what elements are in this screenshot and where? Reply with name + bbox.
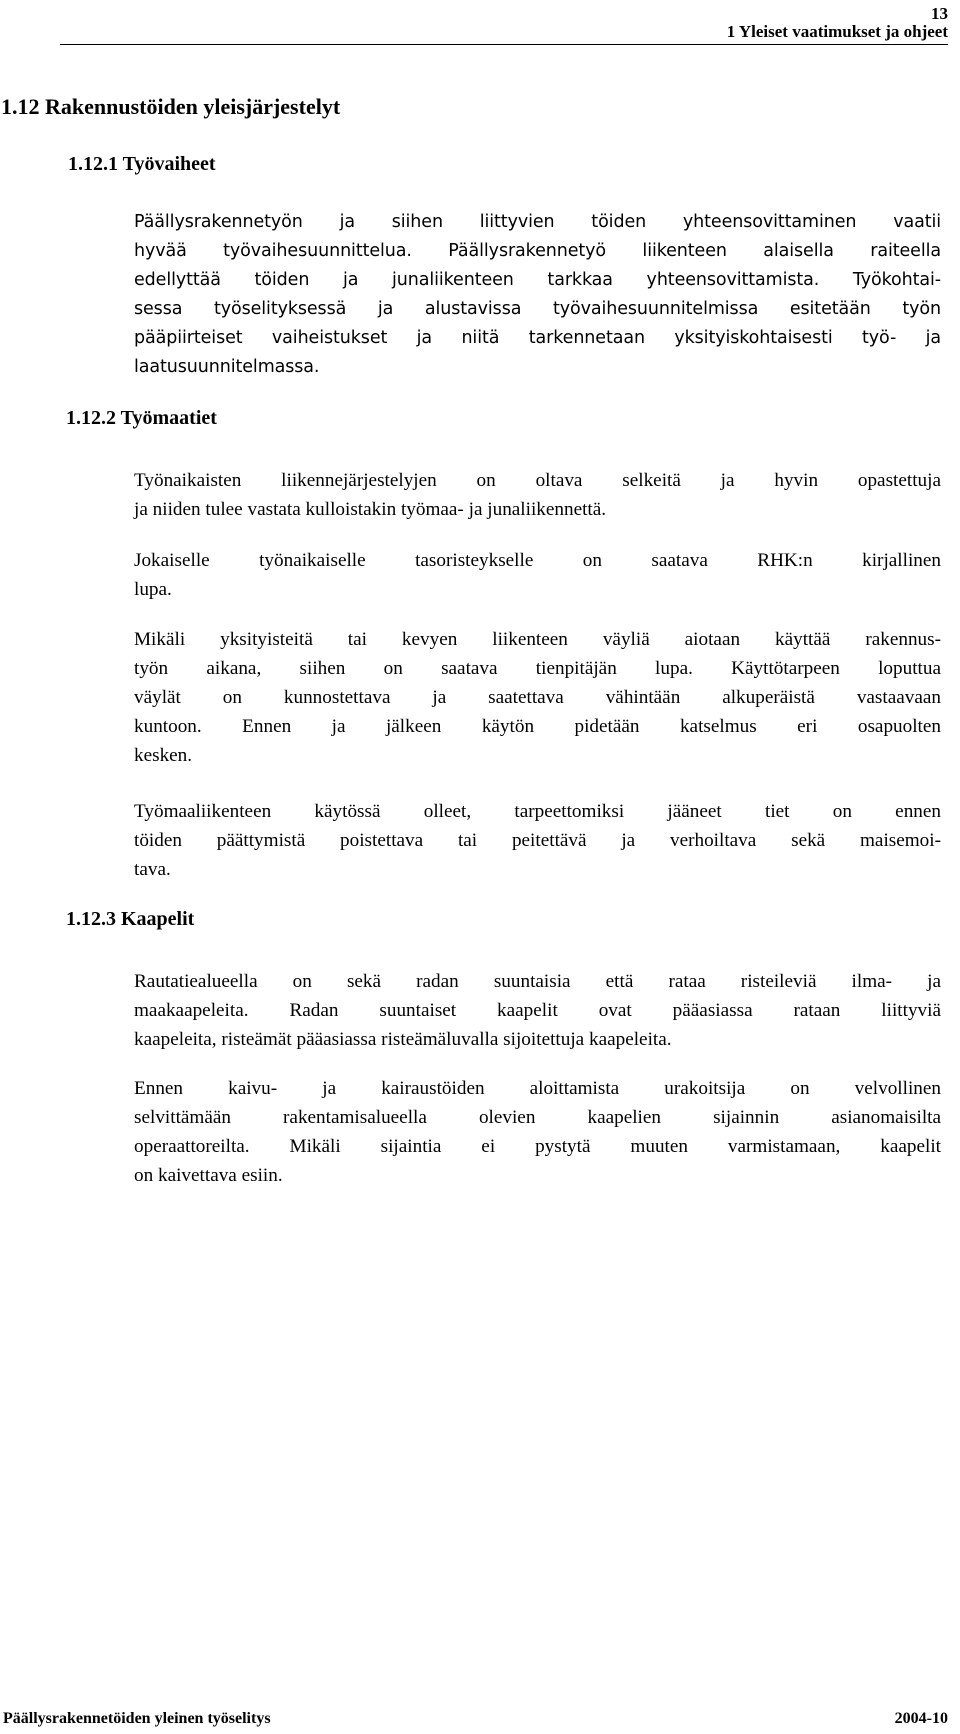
text-line: tava.: [134, 859, 171, 880]
text-line: Työnaikaisten liikennejärjestelyjen on oltava selkeitä ja hyvin opastettuja: [134, 470, 941, 491]
text-line: on kaivettava esiin.: [134, 1165, 283, 1186]
text-line: Rautatiealueella on sekä radan suuntaisia että rataa risteileviä ilma- ja: [134, 971, 941, 992]
paragraph: [134, 967, 941, 1054]
paragraph: [134, 1074, 941, 1190]
text-line: kesken.: [134, 745, 193, 766]
text-line: operaattoreilta. Mikäli sijaintia ei pystytä muuten varmistamaan, kaapelit: [134, 1136, 941, 1157]
text-line: pääpiirteiset vaiheistukset ja niitä tarkennetaan yksityiskohtaisesti työ- ja: [134, 328, 941, 348]
paragraph: [134, 797, 941, 884]
text-line: töiden päättymistä poistettava tai peitettävä ja verhoiltava sekä maisemoi-: [134, 830, 941, 851]
subsection-heading-kaapelit: 1.12.3 Kaapelit: [66, 908, 195, 930]
text-line: maakaapeleita. Radan suuntaiset kaapelit ovat pääasiassa rataan liittyviä: [134, 1000, 941, 1021]
footer-date: 2004-10: [894, 1710, 948, 1727]
text-line: väylät on kunnostettava ja saatettava vähintään alkuperäistä vastaavaan: [134, 687, 941, 708]
page-number: 13: [931, 4, 948, 23]
text-line: työn aikana, siihen on saatava tienpitäjän lupa. Käyttötarpeen loputtua: [134, 658, 941, 679]
running-header: [60, 22, 948, 45]
text-line: lupa.: [134, 579, 172, 600]
text-line: selvittämään rakentamisalueella olevien kaapelien sijainnin asianomaisilta: [134, 1107, 941, 1128]
text-line: kuntoon. Ennen ja jälkeen käytön pidetään katselmus eri osapuolten: [134, 716, 941, 737]
section-heading: 1.12 Rakennustöiden yleisjärjestelyt: [1, 94, 341, 119]
paragraph: [134, 208, 941, 382]
footer-document-title: Päällysrakennetöiden yleinen työselitys: [3, 1710, 271, 1727]
text-line: ja niiden tulee vastata kulloistakin työmaa- ja junaliikennettä.: [134, 499, 607, 520]
text-line: Päällysrakennetyön ja siihen liittyvien töiden yhteensovittaminen vaatii: [134, 212, 941, 232]
subsection-heading-tyomaatiet: 1.12.2 Työmaatiet: [66, 407, 217, 429]
text-line: Jokaiselle työnaikaiselle tasoristeykselle on saatava RHK:n kirjallinen: [134, 550, 941, 571]
text-line: Ennen kaivu- ja kairaustöiden aloittamista urakoitsija on velvollinen: [134, 1078, 941, 1099]
text-line: kaapeleita, risteämät pääasiassa risteämäluvalla sijoitettuja kaapeleita.: [134, 1029, 672, 1050]
subsection-heading-tyovaiheet: 1.12.1 Työvaiheet: [68, 153, 216, 175]
text-line: sessa työselityksessä ja alustavissa työvaihesuunnitelmissa esitetään työn: [134, 299, 941, 319]
text-line: hyvää työvaihesuunnittelua. Päällysrakennetyö liikenteen alaisella raiteella: [134, 241, 941, 261]
running-header-title: 1 Yleiset vaatimukset ja ohjeet: [726, 22, 948, 41]
paragraph: [134, 466, 941, 524]
paragraph: [134, 546, 941, 604]
text-line: laatusuunnitelmassa.: [134, 357, 320, 377]
paragraph: [134, 625, 941, 770]
text-line: edellyttää töiden ja junaliikenteen tarkkaa yhteensovittamista. Työkohtai-: [134, 270, 941, 290]
text-line: Työmaaliikenteen käytössä olleet, tarpeettomiksi jääneet tiet on ennen: [134, 801, 941, 822]
text-line: Mikäli yksityisteitä tai kevyen liikenteen väyliä aiotaan käyttää rakennus-: [134, 629, 941, 650]
